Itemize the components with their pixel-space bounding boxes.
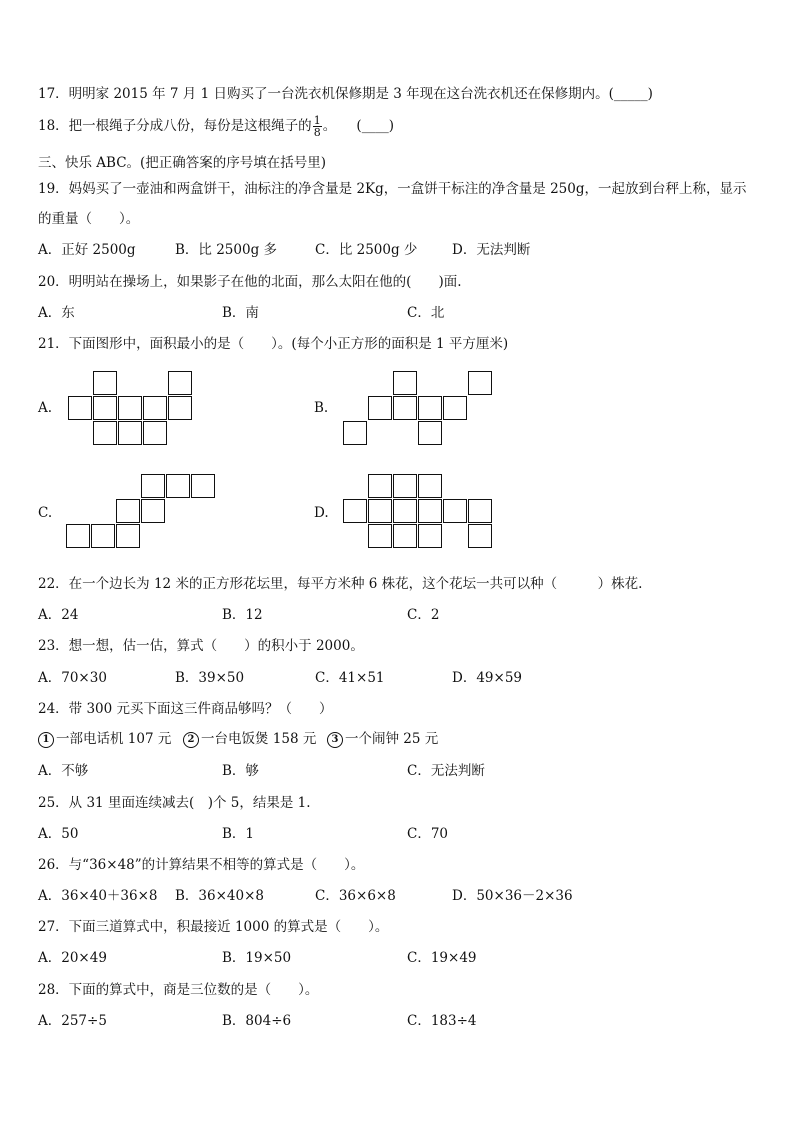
q19-option-a[interactable]: A．正好 2500g [38,242,136,258]
q24-option-b[interactable]: B．够 [222,763,259,779]
question-17: 17．明明家 2015 年 7 月 1 日购买了一台洗衣机保修期是 3 年现在这台洗衣机还在保修期内。(_____) [38,86,653,102]
q19-option-d[interactable]: D．无法判断 [452,242,531,258]
q23-option-a[interactable]: A．70×30 [38,670,107,686]
q23-option-c[interactable]: C．41×51 [315,670,385,686]
q20-option-a[interactable]: A．东 [38,305,75,321]
section-title: 三、快乐 ABC。(把正确答案的序号填在括号里) [38,155,327,171]
question-18-prefix: 18．把一根绳子分成八份，每份是这根绳子的 [38,118,312,134]
q19-option-b[interactable]: B．比 2500g 多 [175,242,278,258]
q23-option-b[interactable]: B．39×50 [175,670,245,686]
q24-option-a[interactable]: A．不够 [38,763,89,779]
question-24: 24．带 300 元买下面这三件商品够吗？（ ） [38,701,333,717]
question-18 [38,114,394,138]
q22-option-b[interactable]: B．12 [222,607,263,623]
question-20: 20．明明站在操场上，如果影子在他的北面，那么太阳在他的( )面. [38,274,462,290]
q22-option-a[interactable]: A．24 [38,607,79,623]
q20-option-c[interactable]: C．北 [407,305,445,321]
q25-option-a[interactable]: A．50 [38,826,79,842]
q21-label-d[interactable]: D. [314,505,329,521]
q25-option-c[interactable]: C．70 [407,826,449,842]
question-18-suffix: 。 (____) [322,118,394,134]
q27-option-b[interactable]: B．19×50 [222,950,292,966]
circled-number: 2 [183,732,199,748]
question-23: 23．想一想，估一估，算式（ ）的积小于 2000。 [38,638,364,654]
q27-option-c[interactable]: C．19×49 [407,950,477,966]
q19-option-c[interactable]: C．比 2500g 少 [315,242,418,258]
q24-item-2: 2 一台电饭煲 158 元 [183,727,316,748]
fraction: $\frac{1}{8}$ [313,114,321,139]
question-27: 27．下面三道算式中，积最接近 1000 的算式是（ ）。 [38,919,389,935]
question-28: 28．下面的算式中，商是三位数的是（ ）。 [38,982,319,998]
question-19-line2: 的重量（ ）。 [38,211,140,227]
question-26: 26．与“36×48”的计算结果不相等的算式是（ ）。 [38,857,365,873]
question-22: 22．在一个边长为 12 米的正方形花坛里，每平方米种 6 株花，这个花坛一共可以种（ ）株花. [38,576,643,592]
q24-item-3: 3 一个闹钟 25 元 [327,727,438,748]
q28-option-c[interactable]: C．183÷4 [407,1013,477,1029]
q21-label-a[interactable]: A. [38,400,53,416]
q21-label-b[interactable]: B. [314,400,329,416]
q28-option-a[interactable]: A．257÷5 [38,1013,107,1029]
circled-number: 1 [38,732,54,748]
q24-item-1: 1 一部电话机 107 元 [38,727,171,748]
question-19-line1: 19．妈妈买了一壶油和两盒饼干，油标注的净含量是 2Kg，一盒饼干标注的净含量是 250g，一起放到台秤上称，显示 [38,181,747,197]
q27-option-a[interactable]: A．20×49 [38,950,107,966]
circled-number: 3 [327,732,343,748]
q24-option-c[interactable]: C．无法判断 [407,763,485,779]
q23-option-d[interactable]: D．49×59 [452,670,522,686]
q22-option-c[interactable]: C．2 [407,607,440,623]
q21-label-c[interactable]: C. [38,505,53,521]
q26-option-a[interactable]: A．36×40＋36×8 [38,888,158,904]
q26-option-d[interactable]: D．50×36－2×36 [452,888,573,904]
q20-option-b[interactable]: B．南 [222,305,259,321]
q26-option-b[interactable]: B．36×40×8 [175,888,264,904]
q25-option-b[interactable]: B．1 [222,826,255,842]
q26-option-c[interactable]: C．36×6×8 [315,888,396,904]
question-21: 21．下面图形中，面积最小的是（ ）。(每个小正方形的面积是 1 平方厘米) [38,336,509,352]
question-25: 25．从 31 里面连续减去( )个 5，结果是 1. [38,795,311,811]
q28-option-b[interactable]: B．804÷6 [222,1013,292,1029]
